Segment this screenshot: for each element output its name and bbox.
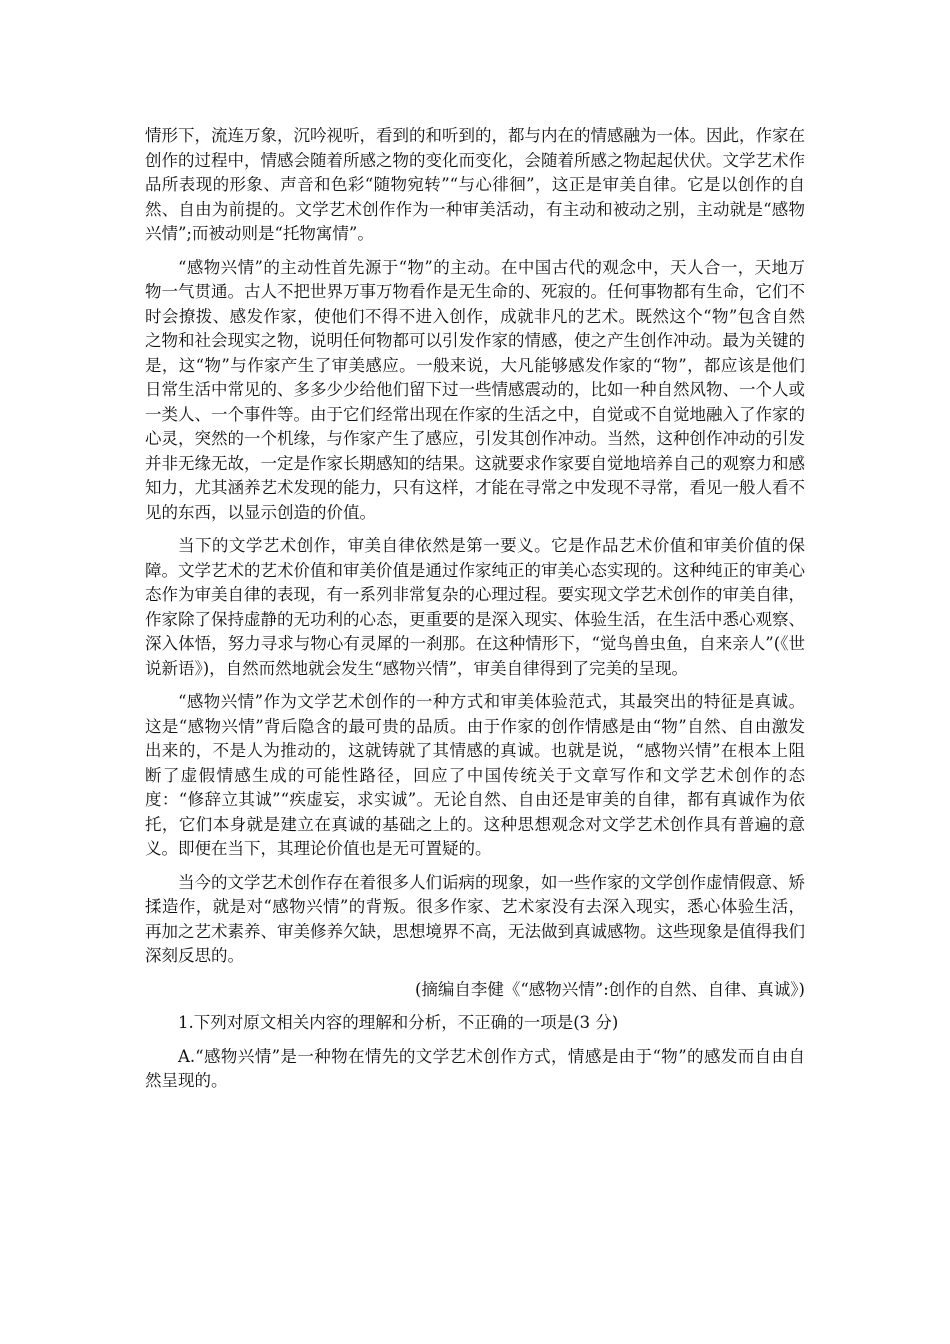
article-paragraph-4: “感物兴情”作为文学艺术创作的一种方式和审美体验范式，其最突出的特征是真诚。这是“感物兴情”背后隐含的最可贵的品质。由于作家的创作情感是由“物”自然、自由激发出来的，不是人为推动的，这就铸就了其情感的真诚。也就是说，“感物兴情”在根本上阻断了虚假情感生成的可能性路径，回应了中国传统关于文章写作和文学艺术创作的态度：“修辞立其诚”“疾虚妄，求实诚”。无论自然、自由还是审美的自律，都有真诚作为依托，它们本身就是建立在真诚的基础之上的。这种思想观念对文学艺术创作具有普遍的意义。即便在当下，其理论价值也是无可置疑的。 [145, 692, 805, 858]
article-paragraph-3: 当下的文学艺术创作，审美自律依然是第一要义。它是作品艺术价值和审美价值的保障。文学艺术的艺术价值和审美价值是通过作家纯正的审美心态实现的。这种纯正的审美心态作为审美自律的表现，有一系列非常复杂的心理过程。要实现文学艺术创作的审美自律，作家除了保持虚静的无功利的心态，更重要的是深入现实、体验生活，在生活中悉心观察、深入体悟，努力寻求与物心有灵犀的一刹那。在这种情形下，“觉鸟兽虫鱼，自来亲人”(《世说新语》)，自然而然地就会发生“感物兴情”，审美自律得到了完美的呈现。 [145, 536, 805, 678]
article-source: (摘编自李健《“感物兴情”:创作的自然、自律、真诚》) [414, 979, 805, 999]
article-paragraph-5: 当今的文学艺术创作存在着很多人们诟病的现象，如一些作家的文学创作虚情假意、矫揉造作，就是对“感物兴情”的背叛。很多作家、艺术家没有去深入现实，悉心体验生活，再加之艺术素养、审美修养欠缺，思想境界不高，无法做到真诚感物。这些现象是值得我们深刻反思的。 [145, 872, 805, 965]
article-paragraph-1: 情形下，流连万象，沉吟视听，看到的和听到的，都与内在的情感融为一体。因此，作家在创作的过程中，情感会随着所感之物的变化而变化，会随着所感之物起起伏伏。文学艺术作品所表现的形象、声音和色彩“随物宛转”“与心徘徊”，这正是审美自律。它是以创作的自然、自由为前提的。文学艺术创作作为一种审美活动，有主动和被动之别，主动就是“感物兴情”;而被动则是“托物寓情”。 [145, 126, 805, 243]
article-paragraph-2: “感物兴情”的主动性首先源于“物”的主动。在中国古代的观念中，天人合一，天地万物一气贯通。古人不把世界万事万物看作是无生命的、死寂的。任何事物都有生命，它们不时会撩拨、感发作家，使他们不得不进入创作，成就非凡的艺术。既然这个“物”包含自然之物和社会现实之物，说明任何物都可以引发作家的情感，使之产生创作冲动。最为关键的是，这“物”与作家产生了审美感应。一般来说，大凡能够感发作家的“物”，都应该是他们日常生活中常见的、多多少少给他们留下过一些情感震动的，比如一种自然风物、一个人或一类人、一个事件等。由于它们经常出现在作家的生活之中，自觉或不自觉地融入了作家的心灵，突然的一个机缘，与作家产生了感应，引发其创作冲动。当然，这种创作冲动的引发并非无缘无故，一定是作家长期感知的结果。这就要求作家要自觉地培养自己的观察力和感知力，尤其涵养艺术发现的能力，只有这样，才能在寻常之中发现不寻常，看见一般人看不见的东西，以显示创造的价值。 [145, 257, 805, 522]
question-stem: 1.下列对原文相关内容的理解和分析，不正确的一项是(3 分) [178, 1013, 619, 1032]
question-option-a: A.“感物兴情”是一种物在情先的文学艺术创作方式，情感是由于“物”的感发而自由自然呈现的。 [145, 1046, 805, 1090]
document-page [145, 124, 805, 1094]
